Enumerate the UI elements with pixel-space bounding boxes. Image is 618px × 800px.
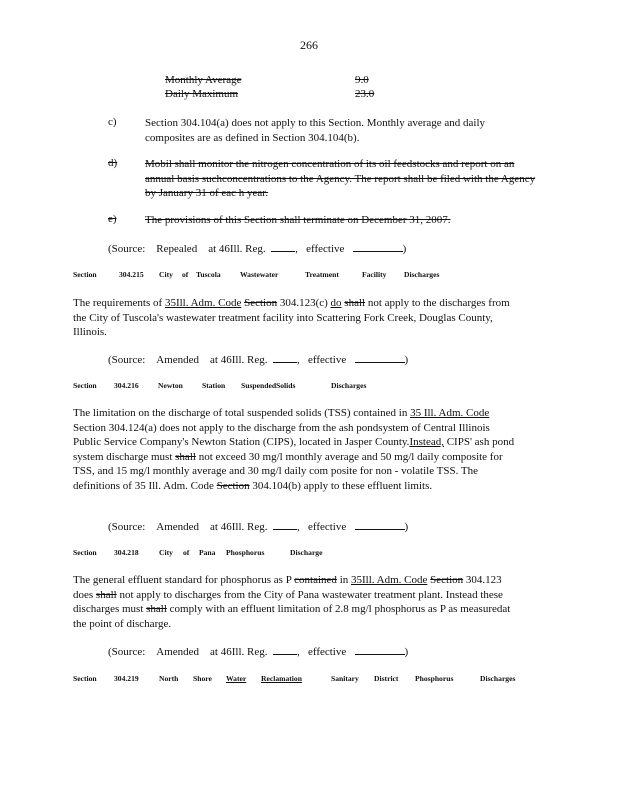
source-note: (Source: Amended at 46Ill. Reg. , effective ) bbox=[108, 354, 409, 366]
blank-line bbox=[273, 352, 297, 363]
blank-line bbox=[355, 519, 405, 530]
paragraph-304-216: The limitation on the discharge of total suspended solids (TSS) contained in 35 Ill. Adm. Code Section 304.124(a) does not apply to the discharge from the ash pondsystem of Central Illinois Public Service Company's Newton Station (CIPS), located in Jasper County.Instead, CIPS' ash pond system discharge must shall not exceed 30 mg/l monthly average and 50 mg/l daily composite for TSS, and 15 mg/l monthly average and 30 mg/l daily com posite for non - volatile TSS. The definitions of 35 Ill. Adm. Code Section 304.104(b) apply to these effluent limits. bbox=[73, 407, 515, 492]
paragraph-304-215: The requirements of 35Ill. Adm. Code Section 304.123(c) do shall not apply to the discharges from the City of Tuscola's wastewater treatment facility into Scattering Fork Creek, Douglas County, Illinois. bbox=[73, 297, 510, 338]
section-heading: Section 304.219 North Shore Water Reclamation Sanitary District Phosphorus Discharges bbox=[73, 674, 516, 683]
item-letter-c: c) bbox=[108, 116, 117, 128]
item-c-text: Section 304.104(a) does not apply to this Section. Monthly average and daily composites are as defined in Section 304.104(b). bbox=[145, 117, 486, 144]
item-e-text: The provisions of this Section shall terminate on December 31, 2007. bbox=[145, 214, 451, 226]
item-d-text: Mobil shall monitor the nitrogen concentration of its oil feedstocks and report on an annual basis suchconcentrations to the Agency. The report shall be filed with the Agency by January 31 of eac h year. bbox=[145, 158, 536, 199]
section-heading: Section 304.216 Newton Station SuspendedSolids Discharges bbox=[73, 381, 367, 390]
paragraph-304-218: The general effluent standard for phosphorus as P contained in 35Ill. Adm. Code Section 304.123 does shall not apply to discharges from the City of Pana wastewater treatment plant. Instead these discharges must shall comply with an effluent limitation of 2.8 mg/l phosphorus as P as measuredat the point of discharge. bbox=[73, 574, 511, 630]
blank-line bbox=[355, 352, 405, 363]
table-row-value: 23.0 bbox=[355, 88, 375, 100]
table-row-label: Daily Maximum bbox=[165, 88, 239, 100]
table-row-value: 9.0 bbox=[355, 74, 369, 86]
blank-line bbox=[273, 519, 297, 530]
source-note: (Source: Repealed at 46Ill. Reg. , effective ) bbox=[108, 243, 407, 255]
table-row-label: Monthly Average bbox=[165, 74, 242, 86]
page-number: 266 bbox=[300, 38, 318, 52]
blank-line bbox=[271, 241, 295, 252]
blank-line bbox=[273, 644, 297, 655]
blank-line bbox=[353, 241, 403, 252]
source-note: (Source: Amended at 46Ill. Reg. , effective ) bbox=[108, 521, 409, 533]
source-note: (Source: Amended at 46Ill. Reg. , effective ) bbox=[108, 646, 409, 658]
section-heading: Section 304.218 City of Pana Phosphorus Discharge bbox=[73, 548, 323, 557]
blank-line bbox=[355, 644, 405, 655]
section-heading: Section 304.215 City of Tuscola Wastewater Treatment Facility Discharges bbox=[73, 270, 440, 279]
item-letter-e: e) bbox=[108, 213, 117, 225]
item-letter-d: d) bbox=[108, 157, 118, 169]
